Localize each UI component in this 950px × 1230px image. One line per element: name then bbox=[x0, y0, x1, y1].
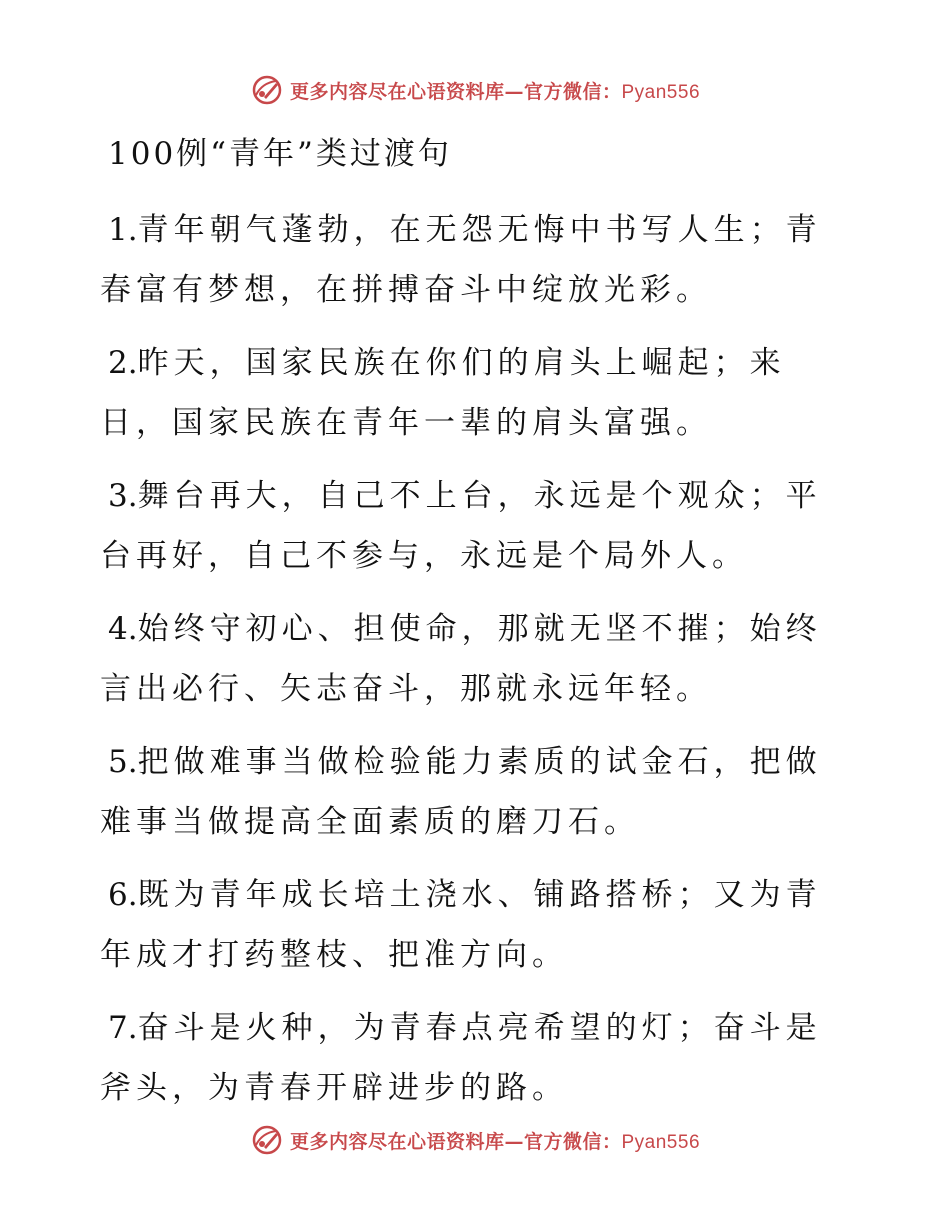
item-number: 1. bbox=[108, 212, 138, 248]
item-number: 3. bbox=[108, 478, 138, 514]
wechat-id: Pyan556 bbox=[621, 1131, 701, 1153]
item-number: 2. bbox=[108, 345, 138, 381]
item-number: 5. bbox=[108, 744, 138, 780]
watermark-text: 更多内容尽在心语资料库—官方微信：Pyan556 bbox=[289, 1130, 701, 1153]
item-text: 舞台再大，自己不上台，永远是个观众；平台再好，自己不参与，永远是个局外人。 bbox=[100, 478, 822, 574]
item-text: 奋斗是火种，为青春点亮希望的灯；奋斗是斧头，为青春开辟进步的路。 bbox=[100, 1010, 822, 1106]
list-item bbox=[100, 998, 830, 1118]
list-item bbox=[100, 599, 830, 719]
pen-logo-icon bbox=[250, 1123, 284, 1157]
sentence-list bbox=[100, 200, 830, 1131]
item-number: 6. bbox=[108, 877, 138, 913]
page-title: 100例“青年”类过渡句 bbox=[108, 136, 452, 172]
item-text: 既为青年成长培土浇水、铺路搭桥；又为青年成才打药整枝、把准方向。 bbox=[100, 877, 822, 973]
watermark-text: 更多内容尽在心语资料库—官方微信：Pyan556 bbox=[289, 80, 701, 103]
item-text: 始终守初心、担使命，那就无坚不摧；始终言出必行、矢志奋斗，那就永远年轻。 bbox=[100, 611, 822, 707]
list-item bbox=[100, 466, 830, 586]
item-text: 昨天，国家民族在你们的肩头上崛起；来日，国家民族在青年一辈的肩头富强。 bbox=[100, 345, 786, 441]
item-number: 7. bbox=[108, 1010, 138, 1046]
item-text: 把做难事当做检验能力素质的试金石，把做难事当做提高全面素质的磨刀石。 bbox=[100, 744, 822, 840]
wechat-id: Pyan556 bbox=[621, 81, 701, 103]
header-watermark bbox=[0, 70, 950, 110]
item-number: 4. bbox=[108, 611, 138, 647]
pen-logo-icon bbox=[250, 73, 284, 107]
list-item bbox=[100, 333, 830, 453]
list-item bbox=[100, 865, 830, 985]
footer-watermark bbox=[0, 1120, 950, 1160]
item-text: 青年朝气蓬勃，在无怨无悔中书写人生；青春富有梦想，在拼搏奋斗中绽放光彩。 bbox=[100, 212, 822, 308]
list-item bbox=[100, 732, 830, 852]
list-item bbox=[100, 200, 830, 320]
